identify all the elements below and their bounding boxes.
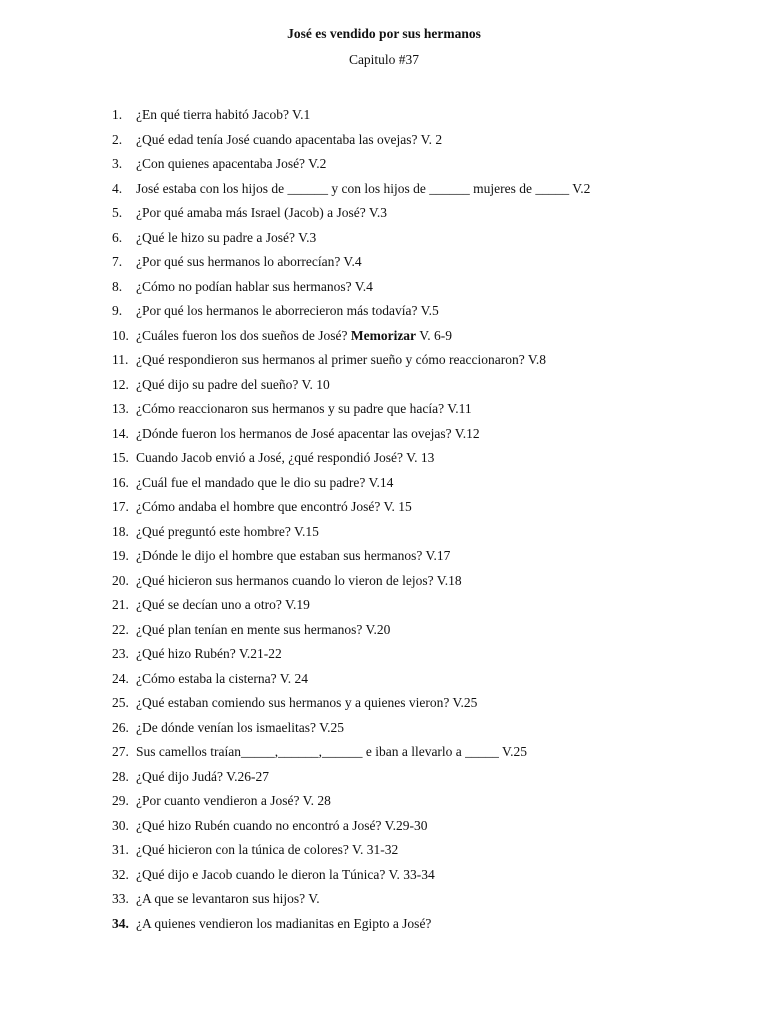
question-number: 4. <box>112 180 123 196</box>
question-text <box>136 425 480 443</box>
question-item <box>0 376 768 401</box>
question-text <box>136 621 390 639</box>
question-number: 12. <box>112 376 129 392</box>
question-main-text: ¿Qué dijo Judá? V.26-27 <box>136 768 269 784</box>
question-item <box>0 596 768 621</box>
question-main-text: ¿Por qué amaba más Israel (Jacob) a José? V.3 <box>136 205 388 220</box>
question-number: 14. <box>112 425 129 441</box>
question-text <box>136 131 442 149</box>
question-item <box>0 890 768 915</box>
question-item <box>0 915 768 940</box>
question-item <box>0 572 768 597</box>
question-item <box>0 278 768 303</box>
question-item <box>0 743 768 768</box>
question-number: 6. <box>112 229 123 245</box>
question-text <box>136 498 412 516</box>
question-main-text: ¿Qué plan tenían en mente sus hermanos? V.20 <box>136 621 391 637</box>
question-text <box>136 327 452 345</box>
question-main-text: ¿Con quienes apacentaba José? V.2 <box>136 156 327 171</box>
question-item <box>0 841 768 866</box>
question-text <box>136 915 431 933</box>
question-main-text: ¿Qué dijo su padre del sueño? V. 10 <box>136 376 330 392</box>
question-text <box>136 890 320 908</box>
question-main-text: ¿Qué dijo e Jacob cuando le dieron la Túnica? V. 33-34 <box>136 866 435 882</box>
question-item <box>0 694 768 719</box>
question-number: 32. <box>112 866 129 882</box>
question-text <box>136 768 269 786</box>
question-text <box>136 719 344 737</box>
question-item <box>0 866 768 891</box>
question-number: 24. <box>112 670 129 686</box>
question-main-text: ¿Cómo andaba el hombre que encontró José? V. 15 <box>136 499 412 514</box>
question-number: 31. <box>112 842 129 857</box>
question-item <box>0 180 768 205</box>
question-text <box>136 670 308 688</box>
question-number: 11. <box>112 352 129 367</box>
memorize-emphasis: Memorizar <box>350 327 417 343</box>
question-item <box>0 425 768 450</box>
question-number: 28. <box>112 768 129 784</box>
question-number: 26. <box>112 719 129 735</box>
question-main-text: ¿Por qué sus hermanos lo aborrecían? V.4 <box>136 254 362 269</box>
question-text <box>136 523 319 541</box>
question-number: 30. <box>112 817 129 833</box>
question-number: 27. <box>112 744 129 759</box>
question-text <box>136 841 398 859</box>
question-number: 8. <box>112 278 123 294</box>
question-number: 2. <box>112 131 123 147</box>
question-main-text: ¿Cómo estaba la cisterna? V. 24 <box>136 670 308 686</box>
question-text <box>136 229 316 247</box>
question-text <box>136 302 439 320</box>
question-main-text: Cuando Jacob envió a José, ¿qué respondió José? V. 13 <box>136 450 435 465</box>
question-text <box>136 376 330 394</box>
question-item <box>0 474 768 499</box>
question-number: 20. <box>112 572 129 588</box>
question-number: 9. <box>112 303 123 318</box>
question-item <box>0 523 768 548</box>
question-main-text: ¿Cómo no podían hablar sus hermanos? V.4 <box>136 278 373 294</box>
question-item <box>0 645 768 670</box>
question-text <box>136 106 310 124</box>
question-text <box>136 694 477 712</box>
question-item <box>0 498 768 523</box>
question-item <box>0 106 768 131</box>
question-main-text: ¿Por qué los hermanos le aborrecieron más todavía? V.5 <box>136 303 439 318</box>
question-number: 1. <box>112 107 123 122</box>
question-text <box>136 155 326 173</box>
question-number: 15. <box>112 450 129 465</box>
question-main-text: ¿Qué estaban comiendo sus hermanos y a quienes vieron? V.25 <box>136 695 478 710</box>
question-item <box>0 229 768 254</box>
question-item <box>0 768 768 793</box>
question-main-text: ¿En qué tierra habitó Jacob? V.1 <box>136 107 311 122</box>
question-number: 25. <box>112 695 129 710</box>
question-number: 23. <box>112 646 129 661</box>
question-main-text: ¿Qué hizo Rubén? V.21-22 <box>136 646 282 661</box>
question-item <box>0 621 768 646</box>
question-text <box>136 743 527 761</box>
question-item <box>0 204 768 229</box>
document-title: José es vendido por sus hermanos <box>287 26 481 41</box>
question-number: 10. <box>112 327 129 343</box>
question-main-text: Sus camellos traían_____,______,______ e iban a llevarlo a _____ V.25 <box>136 744 527 759</box>
question-main-text: ¿Qué se decían uno a otro? V.19 <box>136 597 310 612</box>
question-item <box>0 131 768 156</box>
question-main-text: ¿Qué hicieron sus hermanos cuando lo vieron de lejos? V.18 <box>136 572 462 588</box>
question-main-text: ¿Qué preguntó este hombre? V.15 <box>136 523 319 539</box>
question-number: 22. <box>112 621 129 637</box>
question-main-text: ¿De dónde venían los ismaelitas? V.25 <box>136 719 344 735</box>
question-number: 13. <box>112 401 129 416</box>
question-main-text: ¿Dónde fueron los hermanos de José apacentar las ovejas? V.12 <box>136 425 480 441</box>
question-list <box>0 106 768 939</box>
question-number: 7. <box>112 254 123 269</box>
question-text <box>136 792 331 810</box>
question-item <box>0 547 768 572</box>
question-text <box>136 400 472 418</box>
question-item <box>0 351 768 376</box>
question-text <box>136 351 546 369</box>
question-main-text: ¿Qué le hizo su padre a José? V.3 <box>136 229 317 245</box>
question-main-text: José estaba con los hijos de ______ y con los hijos de ______ mujeres de _____ V.2 <box>136 180 591 196</box>
question-text <box>136 572 462 590</box>
question-item <box>0 719 768 744</box>
question-number: 33. <box>112 891 129 906</box>
question-item <box>0 792 768 817</box>
question-item <box>0 817 768 842</box>
question-text <box>136 278 373 296</box>
question-main-text: ¿A quienes vendieron los madianitas en Egipto a José? <box>136 915 432 931</box>
question-main-text: ¿Cómo reaccionaron sus hermanos y su padre que hacía? V.11 <box>136 401 472 416</box>
question-text <box>136 866 435 884</box>
question-number: 34. <box>112 915 129 931</box>
question-main-text: ¿Qué hizo Rubén cuando no encontró a José? V.29-30 <box>136 817 428 833</box>
question-text <box>136 449 434 467</box>
question-main-text: ¿A que se levantaron sus hijos? V. <box>136 891 320 906</box>
question-item <box>0 327 768 352</box>
question-item <box>0 670 768 695</box>
question-item <box>0 400 768 425</box>
question-text <box>136 204 387 222</box>
question-item <box>0 449 768 474</box>
question-text <box>136 817 428 835</box>
question-main-text: ¿Dónde le dijo el hombre que estaban sus hermanos? V.17 <box>136 548 451 563</box>
question-item <box>0 155 768 180</box>
question-number: 18. <box>112 523 129 539</box>
question-text <box>136 253 362 271</box>
question-number: 19. <box>112 548 129 563</box>
question-main-text: ¿Cuáles fueron los dos sueños de José? <box>136 327 348 343</box>
question-number: 29. <box>112 793 129 808</box>
question-number: 3. <box>112 156 123 171</box>
question-text <box>136 596 310 614</box>
question-text <box>136 645 282 663</box>
question-main-text: ¿Por cuanto vendieron a José? V. 28 <box>136 793 331 808</box>
question-main-text: ¿Qué edad tenía José cuando apacentaba las ovejas? V. 2 <box>136 131 443 147</box>
question-text <box>136 474 393 492</box>
question-number: 21. <box>112 597 129 612</box>
verse-reference: V. 6-9 <box>419 327 452 343</box>
question-item <box>0 302 768 327</box>
question-main-text: ¿Qué respondieron sus hermanos al primer sueño y cómo reaccionaron? V.8 <box>136 352 547 367</box>
question-number: 17. <box>112 499 129 514</box>
question-item <box>0 253 768 278</box>
question-main-text: ¿Cuál fue el mandado que le dio su padre? V.14 <box>136 474 394 490</box>
question-text <box>136 180 590 198</box>
question-number: 5. <box>112 205 123 220</box>
question-number: 16. <box>112 474 129 490</box>
question-text <box>136 547 450 565</box>
chapter-subtitle: Capitulo #37 <box>348 52 420 67</box>
question-main-text: ¿Qué hicieron con la túnica de colores? V. 31-32 <box>136 842 399 857</box>
